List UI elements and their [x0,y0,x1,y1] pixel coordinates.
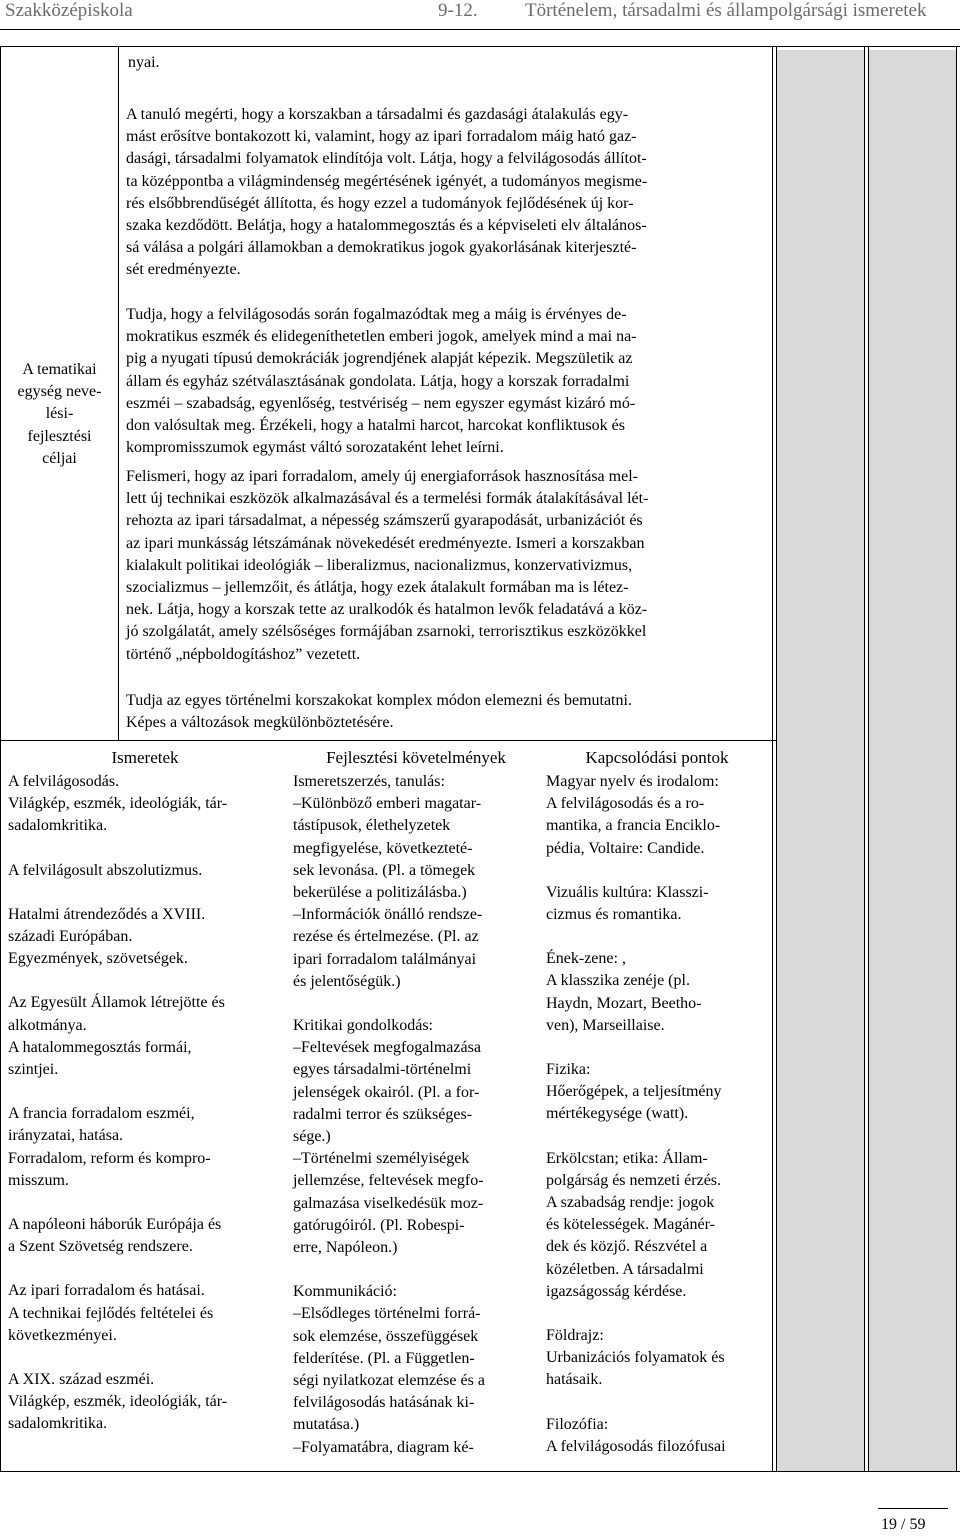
text-line: jó szolgálatát, amely szélsőséges formájában zsarnoki, terrorisztikus eszközökkel [126,623,647,641]
text-line: ven), Marseillaise. [546,1016,665,1034]
text-line: az ipari munkásság létszámának növekedését eredményezte. Ismeri a korszakban [126,534,645,552]
text-line: Ének-zene: , [546,950,626,968]
list-item [546,1325,726,1392]
text-line: sége.) [293,1128,331,1146]
list-item [546,771,726,860]
text-line: Vizuális kultúra: Klasszi- [546,883,709,901]
text-line: századi Európában. [8,928,133,946]
text-line: A francia forradalom eszméi, [8,1105,195,1123]
continued-text-fragment: nyai. [128,54,160,71]
text-line: ségi nyilatkozat elemzése és a [293,1372,485,1390]
column-heading-ismeretek: Ismeretek [111,748,179,767]
text-line: A klasszika zenéje (pl. [546,972,690,990]
text-line: Tudja, hogy a felvilágosodás során fogalmazódtak meg a máig is érvényes de- [126,306,627,323]
text-line: alkotmánya. [8,1016,87,1034]
text-line: Tudja az egyes történelmi korszakokat komplex módon elemezni és bemutatni. [126,692,632,709]
text-line: Fizika: [546,1061,591,1079]
text-line: szintjei. [8,1061,59,1079]
goal-paragraph-3 [126,466,768,666]
text-line: Urbanizációs folyamatok és [546,1349,725,1367]
list-item [8,1103,227,1192]
text-line: mantika, a francia Enciklo- [546,817,721,835]
text-line: Filozófia: [546,1415,609,1433]
header-grade: 9-12. [438,0,478,21]
list-item [8,860,227,882]
text-line: nek. Látja, hogy a korszak tette az uralkodók és hatalmon levők feladatává a köz- [126,601,648,619]
text-line: polgárság és nemzeti érzés. [546,1171,722,1189]
text-line: dek és közjő. Részvétel a [546,1238,708,1256]
row-label-line: céljai [42,449,77,467]
text-line: pig a nyugati típusú demokráciák jogrendjének alapját képezik. Megszületik az [126,350,633,368]
list-item [293,1015,485,1259]
text-line: sok elemzése, összefüggések [293,1327,479,1345]
goal-paragraph-4 [126,690,768,734]
text-line: történő „népboldogításhoz” vezetett. [126,645,361,663]
text-line: erre, Napóleon.) [293,1239,398,1257]
text-line: a Szent Szövetség rendszere. [8,1238,193,1256]
fejlesztesi-column [293,771,485,1459]
list-item [546,1414,726,1458]
header-subject: Történelem, társadalmi és állampolgársági ismeretek [525,0,927,21]
text-line: Kommunikáció: [293,1283,397,1301]
text-line: don valósultak meg. Érzékeli, hogy a hatalmi harcot, harcokat konfliktusok és [126,417,625,435]
text-line: A hatalommegosztás formái, [8,1038,192,1056]
text-line: Világkép, eszmék, ideológiák, tár- [8,1393,228,1411]
page-number-rule [878,1508,948,1509]
text-line: –Elsődleges történelmi forrá- [293,1305,481,1323]
kapcsolodasi-column [546,771,726,1458]
text-line: Hatalmi átrendeződés a XVIII. [8,905,206,923]
goal-paragraph-1 [126,104,768,282]
list-item [546,948,726,1037]
text-line: rezése és értelmezése. (Pl. az [293,928,479,946]
gray-column-1 [776,50,864,1471]
text-line: cizmus és romantika. [546,906,682,924]
text-line: szocializmus – jellemzőit, és átlátja, hogy ezek átalakult formában ma is létez- [126,579,629,597]
list-item [546,882,726,926]
text-line: Világkép, eszmék, ideológiák, tár- [8,795,228,813]
text-line: sek levonása. (Pl. a tömegek [293,861,476,879]
text-line: és jelentőségük.) [293,972,401,990]
text-line: gatórugóiról. (Pl. Robespi- [293,1216,465,1234]
page-header [0,0,960,30]
list-item [546,1148,726,1303]
text-line: Az ipari forradalom és hatásai. [8,1282,205,1300]
text-line: hatásaik. [546,1371,603,1389]
text-line: eszméi – szabadság, egyenlőség, testvériség – nem egyszer egymást kizáró mó- [126,394,636,412]
list-item [293,1281,485,1459]
text-line: jellemzése, feltevések megfo- [293,1172,484,1190]
list-item [8,904,227,971]
text-line: A technikai fejlődés feltételei és [8,1304,214,1322]
text-line: Haydn, Mozart, Beetho- [546,994,702,1012]
list-item [8,771,227,838]
text-line: szaka kezdődött. Belátja, hogy a hatalommegosztás és a képviseleti elv általános- [126,217,647,235]
row-label-line: fejlesztési [27,427,92,445]
text-line: sadalomkritika. [8,817,108,835]
text-line: Erkölcstan; etika: Állam- [546,1149,708,1167]
list-item [293,771,485,993]
text-line: Egyezmények, szövetségek. [8,950,188,968]
row-label-line: egység neve- [17,383,102,401]
list-item [8,992,227,1081]
text-line: pédia, Voltaire: Candide. [546,839,705,857]
header-school-type: Szakközépiskola [5,0,133,21]
text-line: –Folyamatábra, diagram ké- [293,1438,474,1456]
text-line: A felvilágosodás és a ro- [546,795,705,813]
text-line: A XIX. század eszméi. [8,1371,155,1389]
column-heading-kapcsolodasi: Kapcsolódási pontok [585,748,729,767]
text-line: dasági, társadalmi folyamatok elindítója volt. Látja, hogy a felvilágosodás állítot- [126,150,647,168]
text-line: Magyar nyelv és irodalom: [546,773,719,790]
text-line: Földrajz: [546,1327,604,1345]
text-line: –Feltevések megfogalmazása [293,1039,481,1057]
text-line: bekerülése a politizálásba.) [293,884,467,902]
text-line: A felvilágosodás. [8,773,120,790]
list-item [8,1369,227,1436]
text-line: sét eredményezte. [126,261,241,279]
text-line: A napóleoni háborúk Európája és [8,1216,222,1234]
text-line: A felvilágosult abszolutizmus. [8,861,203,879]
text-line: jelenségek okairól. (Pl. a for- [293,1083,480,1101]
column-heading-fejlesztesi: Fejlesztési követelmények [326,748,506,767]
text-line: irányzatai, hatása. [8,1127,124,1145]
text-line: kialakult politikai ideológiák – liberalizmus, nacionalizmus, konzervativizmus, [126,556,633,574]
text-line: radalmi terror és szükséges- [293,1105,473,1123]
text-line: Az Egyesült Államok létrejötte és [8,994,225,1012]
text-line: egyes társadalmi-történelmi [293,1061,472,1079]
text-line: –Különböző emberi magatar- [293,795,482,813]
text-line: Kritikai gondolkodás: [293,1017,433,1035]
text-line: Képes a változások megkülönböztetésére. [126,714,394,732]
ismeretek-column [8,771,227,1436]
text-line: rehozta az ipari társadalmat, a népesség számszerű gyarapodását, urbanizációt és [126,512,643,530]
text-line: és kötelességek. Magánér- [546,1216,715,1234]
list-item [8,1214,227,1258]
text-line: Ismeretszerzés, tanulás: [293,773,445,790]
text-line: mást erősítve bontakozott ki, valamint, hogy az ipari forradalom máig ható gaz- [126,128,637,146]
text-line: Hőerőgépek, a teljesítmény [546,1083,722,1101]
header-rule [0,29,960,30]
text-line: igazságosság kérdése. [546,1282,687,1300]
text-line: állam és egyház szétválasztásának gondolata. Látja, hogy a korszak forradalmi [126,372,630,390]
text-line: –Történelmi személyiségek [293,1150,470,1168]
text-line: ta középpontba a világmindenség megértésének igényét, a tudományos megisme- [126,172,648,190]
text-line: lett új technikai eszközök alkalmazásával és a termelési formák átalakításával lét- [126,490,649,508]
text-line: mokratikus eszmék és elidegeníthetetlen emberi jogok, amelyek mind a mai na- [126,328,637,346]
text-line: következményei. [8,1326,117,1344]
text-line: Forradalom, reform és kompro- [8,1149,211,1167]
list-item [8,1280,227,1347]
text-line: Felismeri, hogy az ipari forradalom, amely új energiaforrások hasznosítása mel- [126,468,638,485]
page-number: 19 / 59 [881,1516,926,1533]
text-line: sá válása a polgári államokban a demokratikus jogok gyakorlásának kiterjeszté- [126,239,637,257]
text-line: galmazása viselkedésük moz- [293,1194,484,1212]
text-line: sadalomkritika. [8,1415,108,1433]
text-line: megfigyelése, következteté- [293,839,473,857]
row-label-line: A tematikai [22,361,97,378]
row-label [1,359,118,470]
text-line: A felvilágosodás filozófusai [546,1437,726,1455]
text-line: A szabadság rendje: jogok [546,1194,715,1212]
text-line: felderítése. (Pl. a Független- [293,1349,475,1367]
row-label-line: lési- [45,405,74,423]
text-line: kompromisszumok egymást váltó sorozataként lehet leírni. [126,439,504,457]
goal-paragraph-2 [126,304,768,459]
text-line: –Információk önálló rendsze- [293,906,483,924]
text-line: mutatása.) [293,1416,360,1434]
text-line: mértékegysége (watt). [546,1105,689,1123]
text-line: felvilágosodás hatásának ki- [293,1394,475,1412]
text-line: tástípusok, élethelyzetek [293,817,451,835]
text-line: misszum. [8,1171,69,1189]
text-line: ipari forradalom találmányai [293,950,477,968]
gray-column-2 [868,50,956,1471]
text-line: közéletben. A társadalmi [546,1260,704,1278]
list-item [546,1059,726,1126]
text-line: rés elsőbbrendűségét állította, és hogy ezzel a tudományok fejlődésének új kor- [126,194,634,212]
text-line: A tanuló megérti, hogy a korszakban a társadalmi és gazdasági átalakulás egy- [126,106,629,123]
